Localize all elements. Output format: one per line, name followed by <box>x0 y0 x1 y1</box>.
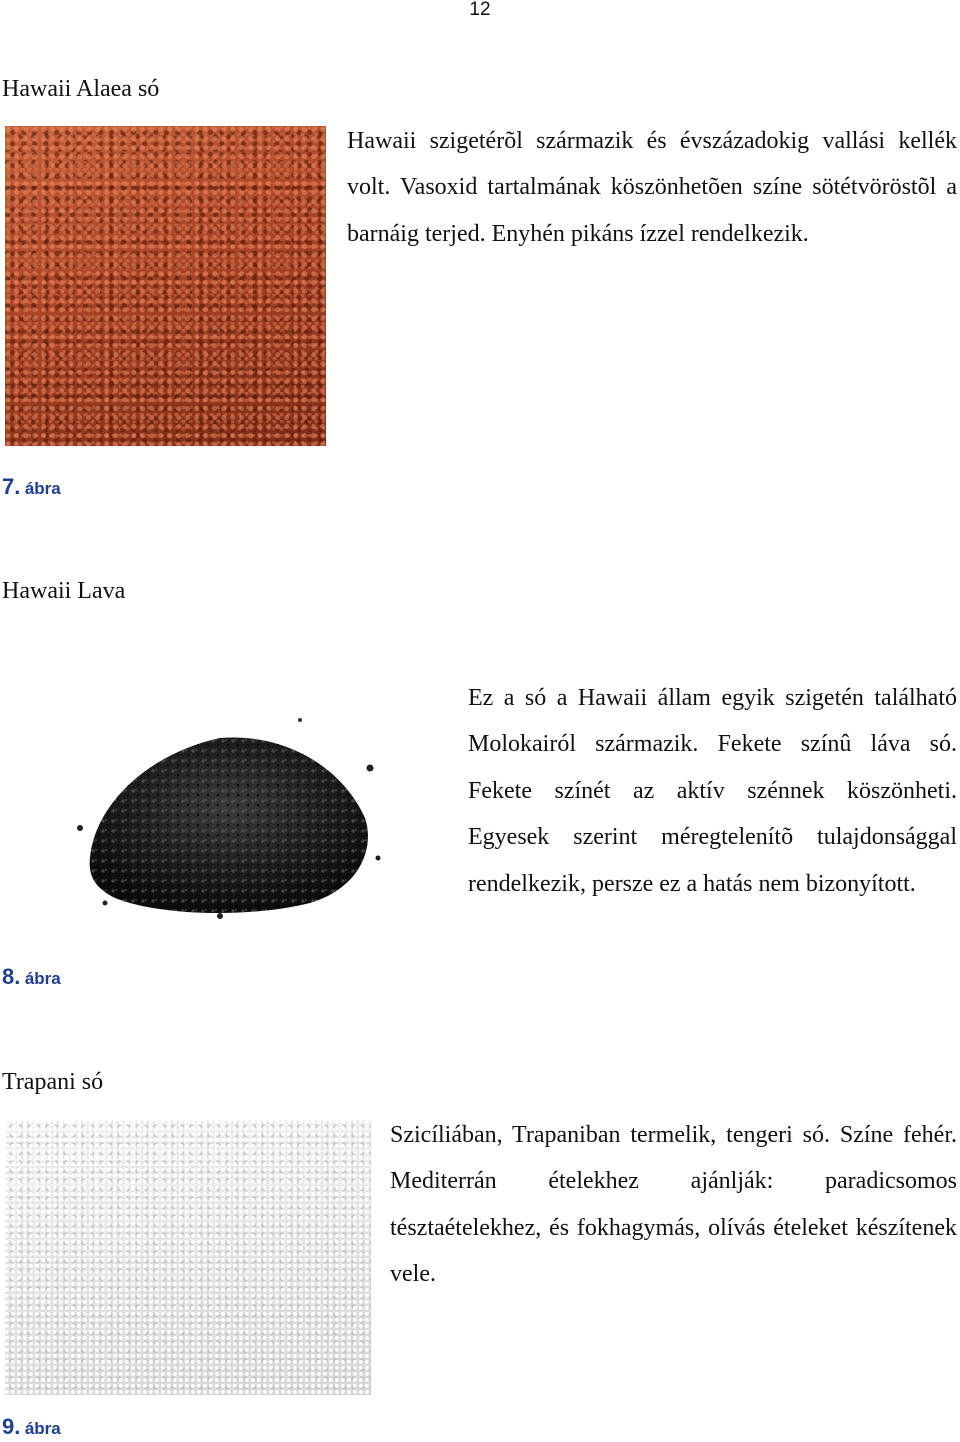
trapani-salt-image <box>5 1120 371 1395</box>
section-heading-hawaii-alaea: Hawaii Alaea só <box>2 76 160 102</box>
caption-word: ábra <box>24 1419 61 1438</box>
caption-word: ábra <box>24 969 61 988</box>
caption-number: 9. <box>2 1414 21 1439</box>
hawaii-alaea-salt-image <box>5 126 326 446</box>
hawaii-lava-salt-image <box>70 708 385 923</box>
figure-caption-7 <box>2 474 61 500</box>
page-number: 12 <box>469 0 491 20</box>
caption-word: ábra <box>24 479 61 498</box>
caption-number: 8. <box>2 964 21 989</box>
hawaii-alaea-description: Hawaii szigetérõl származik és évszázadokig vallási kellék volt. Vasoxid tartalmának köszönhetõen színe sötétvöröstõl a barnáig terjed. Enyhén pikáns ízzel rendelkezik. <box>347 128 957 247</box>
figure-caption-8 <box>2 964 61 990</box>
figure-caption-9 <box>2 1414 61 1440</box>
caption-number: 7. <box>2 474 21 499</box>
hawaii-lava-description: Ez a só a Hawaii állam egyik szigetén található Molokairól származik. Fekete színû láva só. Fekete színét az aktív szénnek köszönheti. Egyesek szerint méregtelenítõ tulajdonsággal rendelkezik, persze ez a hatás nem bizonyított. <box>468 685 957 897</box>
trapani-description: Szicíliában, Trapaniban termelik, tengeri só. Színe fehér. Mediterrán ételekhez ajánlják: paradicsomos tésztaételekhez, és fokhagymás, olívás ételeket készítenek vele. <box>390 1122 957 1288</box>
section-heading-trapani: Trapani só <box>2 1069 104 1095</box>
section-heading-hawaii-lava: Hawaii Lava <box>2 578 126 604</box>
